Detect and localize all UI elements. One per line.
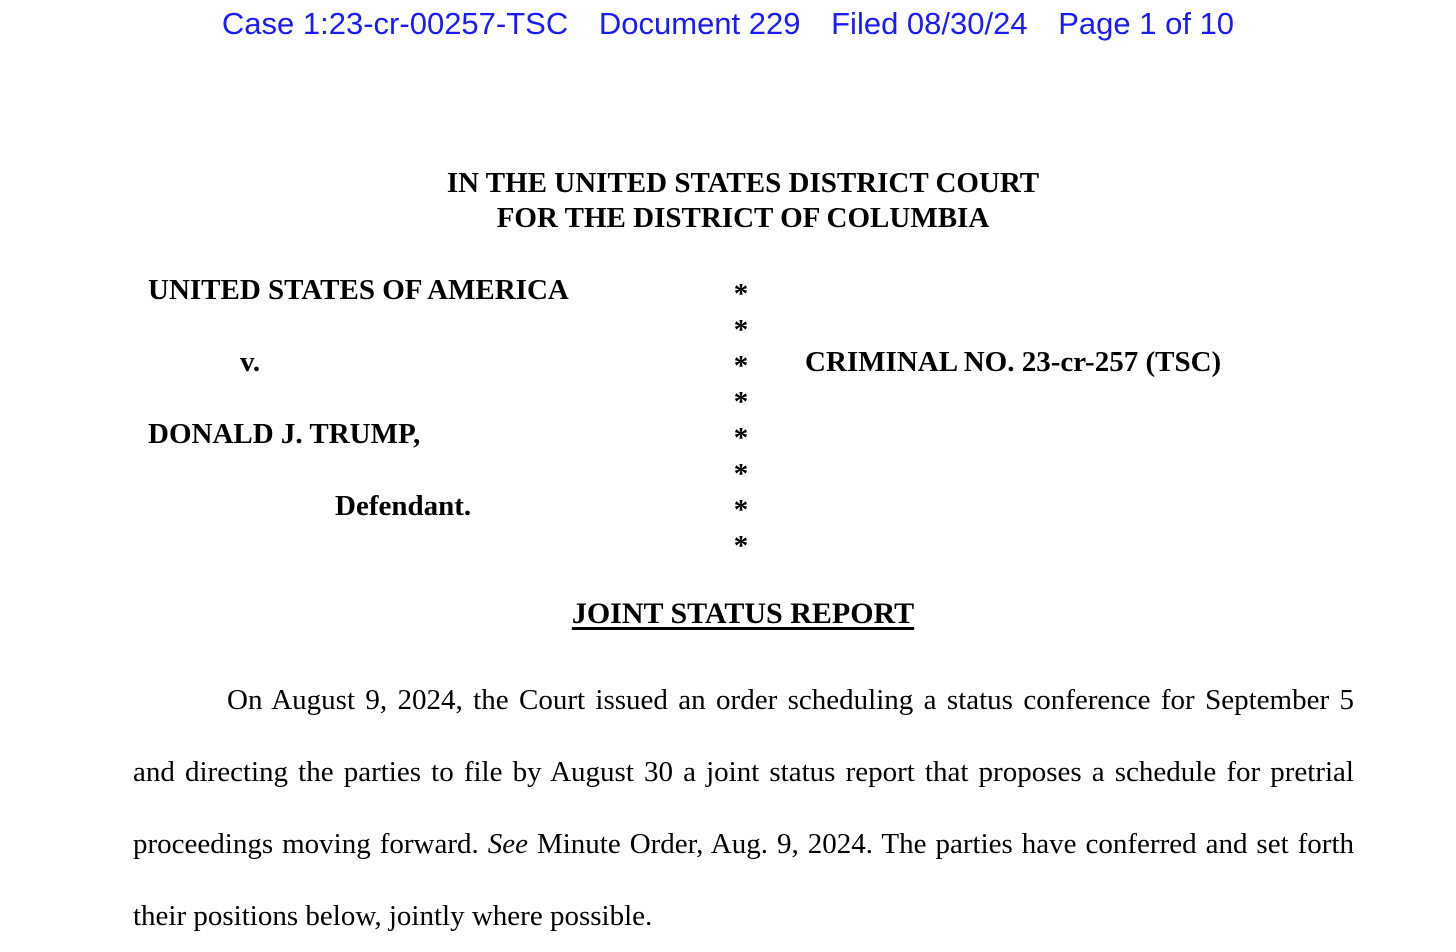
defendant-name: DONALD J. TRUMP, (148, 418, 421, 450)
filed-date: Filed 08/30/24 (831, 6, 1028, 41)
caption-star: * (733, 494, 749, 526)
court-title-line-1: IN THE UNITED STATES DISTRICT COURT (446, 167, 1040, 199)
page-indicator: Page 1 of 10 (1058, 6, 1235, 41)
case-number: Case 1:23-cr-00257-TSC (221, 6, 569, 41)
body-paragraph (133, 664, 1354, 952)
caption-star: * (733, 314, 749, 346)
body-text-part-2: Minute Order, Aug. 9, 2024. The parties have conferred and set forth their positions below, jointly where possible. (133, 828, 1355, 932)
body-text-part-1: On August 9, 2024, the Court issued an order scheduling a status conference for September 5 and directing the parties to file by August 30 a joint status report that proposes a schedule for pretrial proceedings moving forward. (133, 684, 1354, 860)
caption-star: * (733, 278, 749, 310)
document-number: Document 229 (598, 6, 801, 41)
defendant-label: Defendant. (335, 490, 472, 522)
plaintiff-name: UNITED STATES OF AMERICA (148, 274, 569, 306)
see-signal: See (487, 828, 528, 860)
ecf-header (0, 6, 1456, 42)
court-title (0, 166, 1456, 236)
document-title: JOINT STATUS REPORT (571, 597, 915, 630)
caption-divider-stars (731, 276, 751, 564)
criminal-number: CRIMINAL NO. 23-cr-257 (TSC) (805, 346, 1222, 378)
caption-star: * (733, 458, 749, 490)
court-title-line-2: FOR THE DISTRICT OF COLUMBIA (496, 202, 990, 234)
caption-star: * (733, 350, 749, 382)
caption-star: * (733, 530, 749, 562)
versus-label: v. (240, 346, 261, 378)
caption-star: * (733, 422, 749, 454)
caption-star: * (733, 386, 749, 418)
